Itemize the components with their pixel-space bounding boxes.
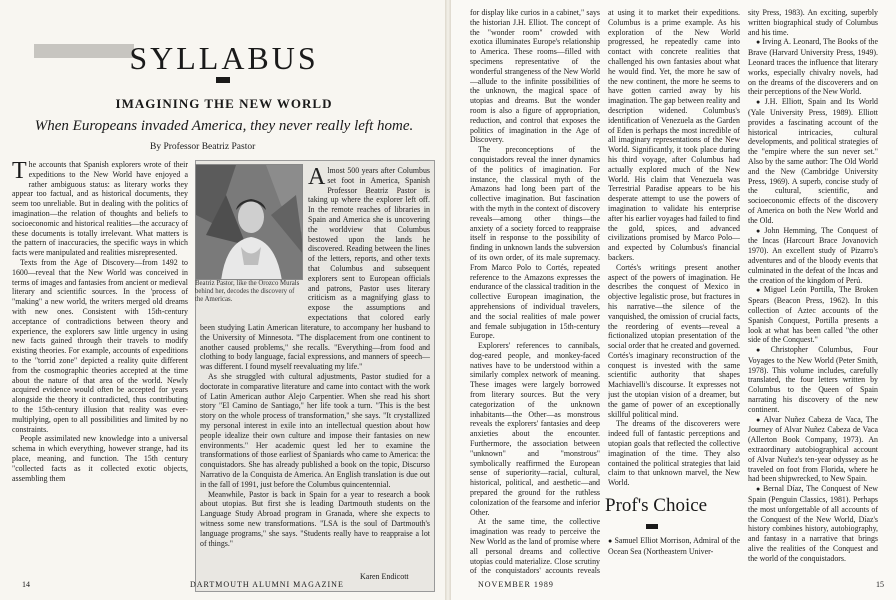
reading-list-divider [646,524,658,529]
reading-list-start [608,536,740,576]
article-headline: IMAGINING THE NEW WORLD [115,96,333,111]
paragraph: Almost 500 years after Columbus set foot in America, Spanish Professor Beatriz Pastor is taking up where the explorer left off. In the remote reaches of libraries in Spain and America she is uncovering the worldview that Columbus bestowed upon the lands he discovered. Reading between the lines of the letters, reports, and other texts that Columbus and subsequent explorers sent to European officials and patrons, Pastor uses literary criticism as a magnifying glass to expose the assumptions and expectations that colored early [308,166,430,322]
article-deck: When Europeans invaded America, they never really left home. [34,118,414,134]
article-column-2 [470,8,600,576]
running-footer-date: NOVEMBER 1989 [478,580,554,589]
section-title: SYLLABUS [129,40,319,76]
title-divider [216,77,230,83]
bullet-icon: ● [756,415,762,424]
paragraph: At the same time, the collective imagination was ready to perceive the New World as the land of promise where all personal dreams and collective utopias could materialize. Close scrutiny of the conquistadors' accounts reveals [470,517,600,576]
paragraph: for display like curios in a cabinet," says the historian J.H. Elliot. The concept of the "wonder room" crowded with exotica illuminates Europe's relationship to America. These rooms—filled with specimens representative of the wonderful strangeness of the New World—allude to the infinite possibilities of the unknown, the magical space of utopias and dreams. But the wonder room is also a figure of appropriation, reduction, and control that exposes the politics of imagination in the Age of Discovery. [470,8,600,145]
bullet-icon: ● [608,537,613,545]
sidebar-drop-cap: A [308,166,326,190]
paragraph: Cortés's writings present another aspect of the powers of imagination. He describes the conquest of Mexico in objective legalistic prose, but fractures in his narrative—the silence of the vanquished, the omission of crucial facts, the reordering of events—reveal a fictionalized utopian presentation of the social order that he created and governed. Cortés's imaginary reconstruction of the conquest is invested with the same scientific authority that shapes Machiavelli's discourse. It expresses not just the utopian vision of a dreamer, but the game of power of an exceptionally skillful political mind. [608,262,740,419]
sidebar-column-right [308,166,430,322]
bullet-icon: ● [756,98,763,107]
page-number: 15 [876,580,884,589]
paragraph: Meanwhile, Pastor is back in Spain for a year to research a book about utopias. But first she is leading Dartmouth students on the Language Study Abroad program in Granada, where she expects to witness some new transformations. "LSA is the soul of Dartmouth's language programs," she says. "Students really have to reappraise a lot of things." [200,489,430,548]
drop-cap: T [12,160,27,184]
page-number: 14 [22,580,30,589]
reading-list-item: ● Alvar Nuñez Cabeza de Vaca, The Journey of Alvar Nuñez Cabeza de Vaca (Allerton Book Company, 1973). An extraordinary autobiographical account of Alvar Nuñez's ten-year odyssey as he traveled on foot from Florida, where he had been shipwrecked, to New Spain. [748,414,878,484]
paragraph: As she struggled with cultural adjustments, Pastor studied for a doctorate in comparative literature and came into contact with the work of Latin American author Alejo Carpentier. When she read his short story "El Camino de Santiago," her life took a turn. "This is the best story on the whole process of transformation," she says. "It crystallized my personal interest in exile into an intellectual question about how people idealize their own culture and impose their fantasies on new environments." Her academic quest led her to examine the transformations of those earliest of Spaniards who came to America: the conquistadors. She has already published a book on the topic, Discurso Narrativo de la Conquista de America. An English translation is due out in the fall of 1991, just before the Columbus quincentennial. [200,371,430,489]
paragraph: at using it to market their expeditions. Columbus is a prime example. As his exploration of the New World progressed, he repeatedly came into contact with concrete realities that challenged his own fantasies about what he would find. Yet, the more he saw of the new continent, the more he seems to have gotten carried away by his imagination. The gap between reality and description widened. Columbus's identification of Venezuela as the Garden of Eden is perhaps the most incredible of all imaginary representations of the New World. Significantly, it took place during his third voyage, after Columbus had actually explored much of the New World. His claim that Venezuela was Terrestrial Paradise appears to be his desperate attempt to use the powers of imagination to validate his enterprise after his earlier voyages had failed to find the gold, spices, and advanced civilizations promised by Marco Polo—and expected by Columbus's financial backers. [608,8,740,262]
bullet-icon: ● [756,38,761,47]
paragraph: Texts from the Age of Discovery—from 1492 to 1600—reveal that the New World was conceived in terms of images and fantasies from ancient or medieval literary and scientific sources. In the 'process of "making" a new world, the writers merged old dreams with new ones. Consistent with 15th-century acceptance of contradictions between theory and experience, the explorers saw little urgency in using new facts gained through their travels to modify existing theories. For example, accounts of expeditions to the "torrid zone" depicted a reality quite different from the cosmographic theories accepted at the time about the nature of that area of the world. Newly acquired evidence would often be accepted for years alongside the theory it contradicted, thus contributing to the 15th-century illusion that reality was ever-multiplying, open to all possibilities and limited by no constraints. [12,257,188,434]
byline: By Professor Beatriz Pastor [150,142,256,152]
reading-list-item: ● Irving A. Leonard, The Books of the Brave (Harvard University Press, 1949). Leonard traces the influence that literary works, especially chivalry novels, had on the dreams of the discoverers and on their perceptions of the New World. [748,37,878,97]
sidebar-author: Karen Endicott [360,572,409,581]
reading-list-item: ● Miguel León Portilla, The Broken Spears (Beacon Press, 1962). In this collection of Aztec accounts of the Spanish Conquest, Portilla presents a look at what has been called "the other side of the Conquest." [748,285,878,345]
spine-gutter [445,0,451,600]
bullet-icon: ● [756,226,763,235]
bullet-icon: ● [756,346,769,355]
paragraph: The dreams of the discoverers were indeed full of fantastic perceptions and utopian goals that reflected the collective imagination of the time. They also contained the political strategies that laid claim to that unknown marvel, the New World. [608,419,740,488]
reading-list-item: sity Press, 1983). An exciting, superbly written biographical study of Columbus and his time. [748,8,878,37]
bullet-icon: ● [756,485,761,494]
paragraph: People assimilated new knowledge into a universal schema in which everything, however strange, had its place, meaning, and function. The 15th century "collected facts as it collected exotic objects, assembling them [12,434,188,483]
paragraph: been studying Latin American literature, to accompany her husband to the University of Minnesota. "The displacement from one continent to another caused problems," she recalls. "Everything—from food and clothing to body language, facial expressions, and manners of speech—was different. I found myself reevaluating my life." [200,323,430,372]
reading-list-title: Prof's Choice [605,495,708,516]
article-column-3 [608,8,740,488]
bullet-icon: ● [756,286,762,295]
sidebar-full-width [200,323,430,569]
reading-list-item: ● Samuel Elliot Morrison, Admiral of the Ocean Sea (Northeastern Univer- [608,536,740,556]
reading-list-item: ● John Hemming, The Conquest of the Incas (Harcourt Brace Jovanovich 1970). An excellent study of Pizarro's adventures and of the bloody events that culminated in the defeat of the Incas and the creation of the kingdom of Perú. [748,225,878,285]
portrait-image [196,165,303,280]
reading-list-item: ● Christopher Columbus, Four Voyages to the New World (Peter Smith, 1978). This volume includes, carefully translated, the four letters written by Columbus to the Queen of Spain narrating his discovery of the new continent. [748,345,878,414]
paragraph: The preconceptions of the conquistadors reveal the inner dynamics of the politics of imagination. For instance, the classical myth of the Amazons had long been part of the collective imagination. But fascination with the myth in the context of discovery reveals—among other things—the anxiety of a society forced to reappraise itself in response to the possibility of finding in unknown lands the subversion of its own order, of its male supremacy. From Marco Polo to Cortés, repeated reference to the Amazons expresses the endurance of the classical tradition in the collective European imagination, the apprehensions of individual travelers, and the social realities of male power and female subjugation in 15th-century Europe. [470,145,600,341]
paragraph: Explorers' references to cannibals, dog-eared people, and monkey-faced natives have to be understood within a similarly complex network of meaning. These images were largely borrowed from literary sources. But the very categorization of the unknown inhabitants—the Other—as monstrous reveals the explorers' fantasies and deep anxieties about the encounter. Furthermore, the association between "unknown" and "monstrous" symbolically reaffirmed the European sense of superiority—racial, cultural, historical, political, and aesthetic—and prepared the ground for the ruthless colonization of the fearsome and inferior Other. [470,341,600,517]
paragraph: The accounts that Spanish explorers wrote of their expeditions to the New World have enjoyed a rather ambiguous status: as literary works they appear too factual, and as historical documents, they seem too unreliable. But in dealing with the politics of imagination—the relation of thoughts and beliefs to socioeconomic and historical realities—the accuracy of these documents is totally irrelevant. What matters is the pattern of inaccuracies, the specific ways in which facts were manipulated and realities misrepresented. [12,160,188,258]
reading-list-item: ● J.H. Elliott, Spain and Its World (Yale University Press, 1989). Elliott provides a fascinating account of the historical intricacies, cultural developments, and political strategies of the "empire where the sun never set." Also by the same author: The Old World and the New (Cambridge University Press, 1969). A superb, concise study of the cultural, scientific, and socioeconomic effects of the discovery of America on both the New World and the Old. [748,97,878,225]
article-column-1 [12,160,188,580]
right-page [448,0,896,600]
portrait-photo [195,164,303,280]
running-footer: DARTMOUTH ALUMNI MAGAZINE [190,580,344,589]
reading-list-column [748,8,878,576]
photo-caption: Beatriz Pastor, like the Orozco Murals behind her, decodes the discovery of the Americas. [195,280,300,303]
reading-list-item: ● Bernal Díaz, The Conquest of New Spain (Penguin Classics, 1981). Perhaps the most unforgettable of all accounts of the Conquest of the New World, Díaz's history combines history, autobiography, and fantasy in a narrative that brings alive the realities of the Conquest and the world of the conquistadors. [748,484,878,563]
